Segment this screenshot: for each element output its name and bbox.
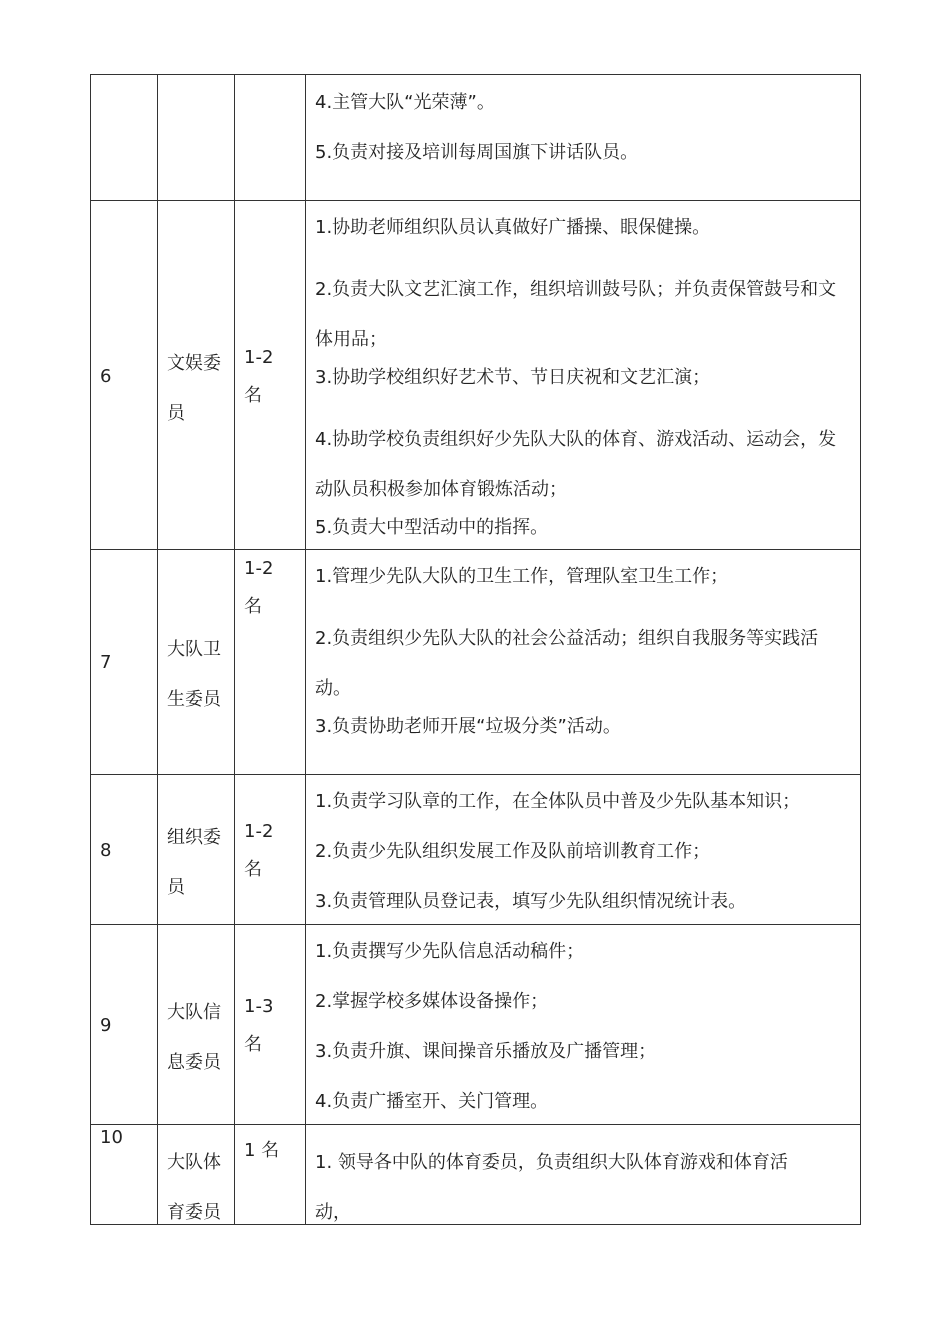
table-row [91, 550, 861, 775]
number-cell: 8 [91, 775, 158, 925]
duty-item: 2.负责大队文艺汇演工作，组织培训鼓号队；并负责保管鼓号和文体用品； [315, 279, 837, 350]
duty-item: 3.负责升旗、课间操音乐播放及广播管理； [315, 1041, 657, 1062]
table-row [91, 1125, 861, 1225]
duty-item: 2.负责组织少先队大队的社会公益活动；组织自我服务等实践活动。 [315, 628, 819, 699]
table-row [91, 201, 861, 550]
role-cell: 组织委员 [158, 775, 235, 925]
duty-cell [306, 925, 861, 1125]
duty-table [90, 74, 861, 1225]
duty-item: 4.负责广播室开、关门管理。 [315, 1091, 549, 1112]
duty-cell [306, 75, 861, 201]
duty-item: 2.负责少先队组织发展工作及队前培训教育工作； [315, 841, 711, 862]
duty-cell [306, 201, 861, 550]
role-cell: 大队体育委员 [158, 1125, 235, 1225]
role-cell: 文娱委员 [158, 201, 235, 550]
duty-item: 3.负责协助老师开展“垃圾分类”活动。 [315, 716, 621, 737]
number-cell: 9 [91, 925, 158, 1125]
duty-item: 3.协助学校组织好艺术节、节日庆祝和文艺汇演； [315, 367, 711, 388]
number-cell [91, 75, 158, 201]
duty-item: 1.负责学习队章的工作，在全体队员中普及少先队基本知识； [315, 791, 801, 812]
table-row [91, 775, 861, 925]
role-cell [158, 75, 235, 201]
duty-cell [306, 775, 861, 925]
count-cell: 1-2名 [235, 775, 306, 925]
duty-item: 2.掌握学校多媒体设备操作； [315, 991, 549, 1012]
duty-cell [306, 1125, 861, 1225]
number-cell: 6 [91, 201, 158, 550]
duty-cell [306, 550, 861, 775]
count-cell [235, 75, 306, 201]
role-cell: 大队卫生委员 [158, 550, 235, 775]
duty-item: 1.负责撰写少先队信息活动稿件； [315, 941, 585, 962]
duty-item: 5.负责大中型活动中的指挥。 [315, 517, 549, 538]
number-cell: 7 [91, 550, 158, 775]
duty-item: 1.协助老师组织队员认真做好广播操、眼保健操。 [315, 217, 711, 238]
count-cell: 1 名 [235, 1125, 306, 1225]
duty-item: 1. 领导各中队的体育委员，负责组织大队体育游戏和体育活动， [315, 1152, 788, 1223]
number-cell: 10 [91, 1125, 158, 1225]
duty-item: 4.协助学校负责组织好少先队大队的体育、游戏活动、运动会，发动队员积极参加体育锻炼活动； [315, 429, 837, 500]
count-cell: 1-2名 [235, 550, 306, 775]
duty-item: 3.负责管理队员登记表，填写少先队组织情况统计表。 [315, 891, 747, 912]
table-row [91, 75, 861, 201]
table-row [91, 925, 861, 1125]
duty-item: 4.主管大队“光荣薄”。 [315, 92, 495, 113]
role-cell: 大队信息委员 [158, 925, 235, 1125]
duty-item: 1.管理少先队大队的卫生工作，管理队室卫生工作； [315, 566, 729, 587]
count-cell: 1-2名 [235, 201, 306, 550]
duty-item: 5.负责对接及培训每周国旗下讲话队员。 [315, 142, 639, 163]
count-cell: 1-3名 [235, 925, 306, 1125]
